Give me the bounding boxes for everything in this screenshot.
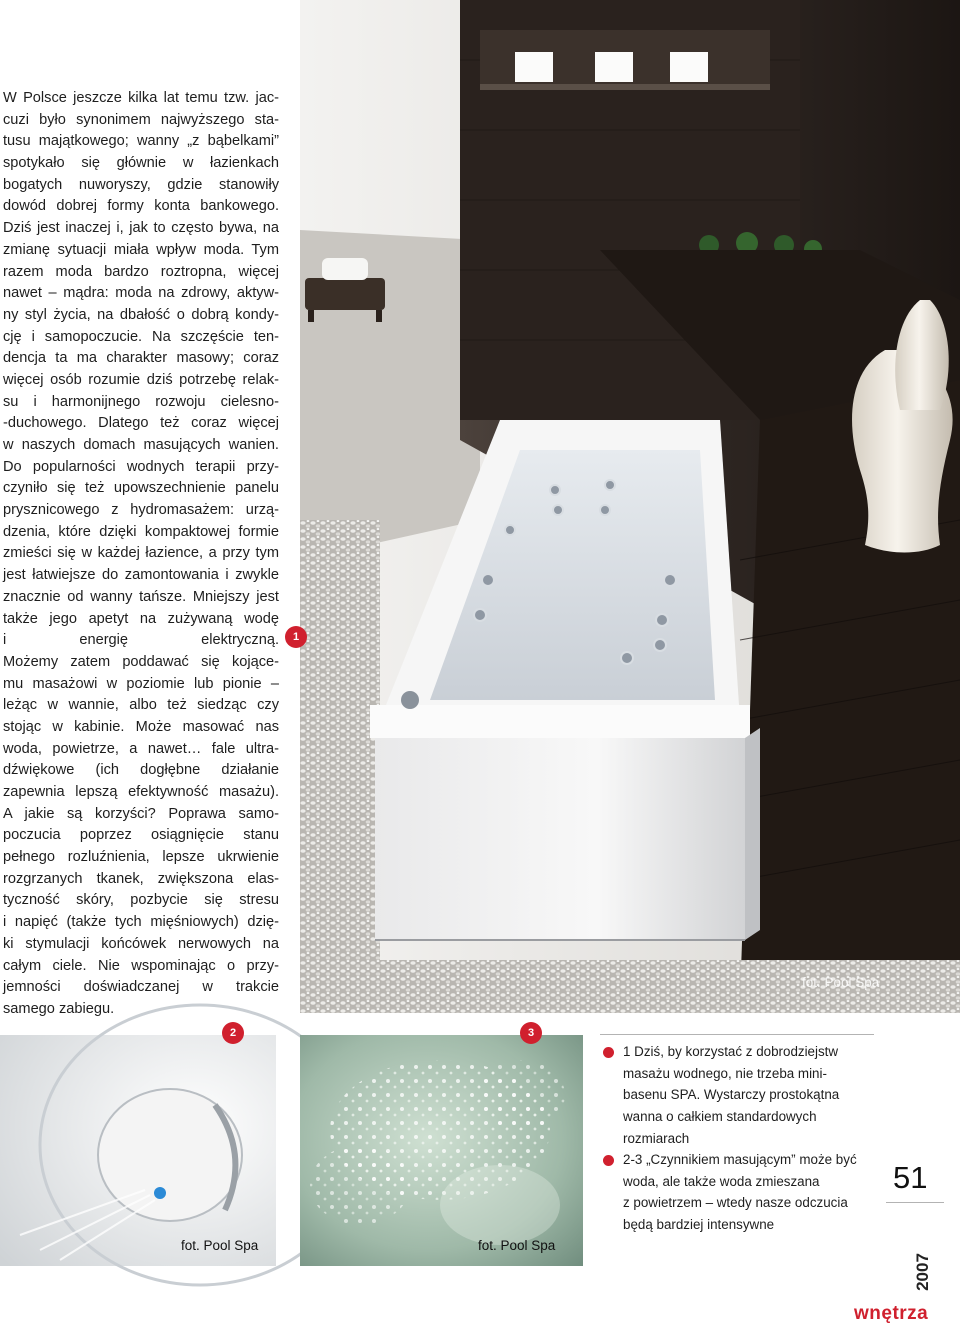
article-line: zmianę sytuacji miała wpływ moda. Tym [3, 241, 279, 258]
article-line: W Polsce jeszcze kilka lat temu tzw. jac- [3, 90, 279, 106]
article-line: bogatych nuworyszy, gdzie stanowiły [3, 176, 279, 193]
article-line: woda, powietrze, a nawet… fale ultra- [3, 740, 279, 757]
article-line: czyniło się też upowszechnienie panelu [3, 480, 279, 497]
article-line: cję i samopoczucie. Na szczęście ten- [3, 328, 279, 345]
caption-line: basenu SPA. Wystarczy prostokątna [623, 1087, 840, 1103]
article-line: zapewnia lepszą efektywność masażu). [3, 784, 279, 800]
caption-line: będą bardziej intensywne [623, 1217, 775, 1233]
article-line: pełnego rozluźnienia, lepsze ukrwienie [3, 849, 279, 866]
article-line: ny styl życia, na dbałość o dobrą kondy- [3, 306, 279, 323]
caption-line: woda, ale także woda zmieszana [623, 1173, 820, 1189]
page-number-rule [886, 1202, 944, 1203]
article-line: rozgrzanych tkanek, zwiększona elas- [3, 870, 279, 887]
article-line: razem moda bardzo roztropna, więcej [3, 263, 279, 280]
article-line: tusu majątkowego; wanny „z bąbelkami” [3, 133, 279, 150]
article-line: dźwiękowe (ich dogłębne działanie [3, 762, 279, 779]
photo-credit-main: fot. Pool Spa [802, 975, 880, 990]
photo-marker-3: 3 [520, 1022, 542, 1044]
page-number: 51 [893, 1160, 928, 1195]
article-line: poczucia poprzez osiągnięcie stanu [3, 827, 279, 844]
article-line: i napięć (także tych mięśniowych) dzię- [3, 914, 279, 931]
caption-line: z powietrzem – wtedy nasze odczucia [623, 1195, 848, 1211]
article-body [3, 88, 279, 1021]
caption-bullet-2 [603, 1155, 614, 1166]
caption-line: wanna o całkiem standardowych [623, 1109, 817, 1125]
caption-divider [600, 1034, 874, 1035]
bubbles-photo [300, 1027, 583, 1266]
article-line: su i harmonijnego rozwoju cielesno- [3, 393, 279, 410]
article-line: całym ciele. Nie wspominając o przy- [3, 957, 279, 974]
caption-2 [623, 1149, 879, 1236]
article-line: dowód dobrej formy konta bankowego. [3, 198, 279, 215]
photo-credit-3: fot. Pool Spa [478, 1238, 556, 1253]
photo-marker-2: 2 [222, 1022, 244, 1044]
article-line: więcej osób rozumie dziś potrzebę relak- [3, 371, 279, 388]
caption-bullet-1 [603, 1047, 614, 1058]
article-line: także jego apetyt na zużywaną wodę [3, 610, 279, 627]
photo-credit-2: fot. Pool Spa [181, 1238, 259, 1253]
main-bathtub-photo [292, 0, 960, 1013]
article-line: dzenia, które dzięki kompaktowej formie [3, 523, 279, 540]
article-line: zmieści się w każdej łazience, a przy tym [3, 545, 279, 562]
caption-1 [623, 1041, 879, 1150]
article-line: A jakie są korzyści? Poprawa samo- [3, 805, 279, 822]
article-line: samego zabiegu. [3, 1000, 115, 1017]
article-line: tyczność skóry, pozbycie się stresu [3, 892, 279, 909]
bathtub-illustration [300, 0, 960, 1013]
jet-closeup-illustration [0, 1035, 276, 1266]
article-line: nawet – mądra: moda na zdrowy, aktyw- [3, 285, 279, 302]
article-line: jemności doświadczanej w trakcie [3, 979, 279, 996]
photo-marker-1: 1 [285, 626, 307, 648]
issue-year: 2007 [912, 1253, 932, 1291]
article-line: w naszych domach masujących wanien. [3, 437, 279, 453]
article-line: Możemy zatem poddawać się kojące- [3, 653, 279, 670]
article-line: spotykało się głównie w łazienkach [3, 155, 279, 172]
article-line: jest łatwiejsze do zamontowania i zwykle [3, 567, 279, 584]
article-line: znacznie od wanny tańsze. Mniejszy jest [3, 588, 279, 605]
article-line: -duchowego. Dlatego też coraz więcej [3, 415, 279, 432]
caption-line: 2-3 „Czynnikiem masującym” może być [623, 1152, 857, 1167]
caption-line: rozmiarach [623, 1130, 690, 1146]
article-line: Do popularności wodnych terapii przy- [3, 458, 279, 475]
article-line: dencja ta ma charakter masowy; coraz [3, 350, 279, 367]
article-line: prysznicowego z hydromasażem: urzą- [3, 502, 279, 519]
article-line: ki stymulacji końcówek nerwowych na [3, 935, 279, 952]
article-line: Dziś jest inaczej i, jak to często bywa, na [3, 220, 279, 237]
article-line: mu masażowi w poziomie lub pionie – [3, 675, 279, 692]
article-line: i energię elektryczną. [3, 632, 279, 649]
bubbles-illustration [300, 1035, 583, 1266]
caption-line: masażu wodnego, nie trzeba mini- [623, 1065, 827, 1081]
magazine-logo: wnętrza [854, 1303, 929, 1324]
article-line: cuzi było synonimem najwyższego sta- [3, 111, 279, 128]
article-line: stojąc w kabinie. Może masować nas [3, 718, 279, 735]
caption-line: 1 Dziś, by korzystać z dobrodziejstw [623, 1044, 839, 1059]
jet-closeup-photo [0, 1027, 276, 1266]
article-line: leżąc w wannie, albo też siedząc czy [3, 697, 279, 714]
